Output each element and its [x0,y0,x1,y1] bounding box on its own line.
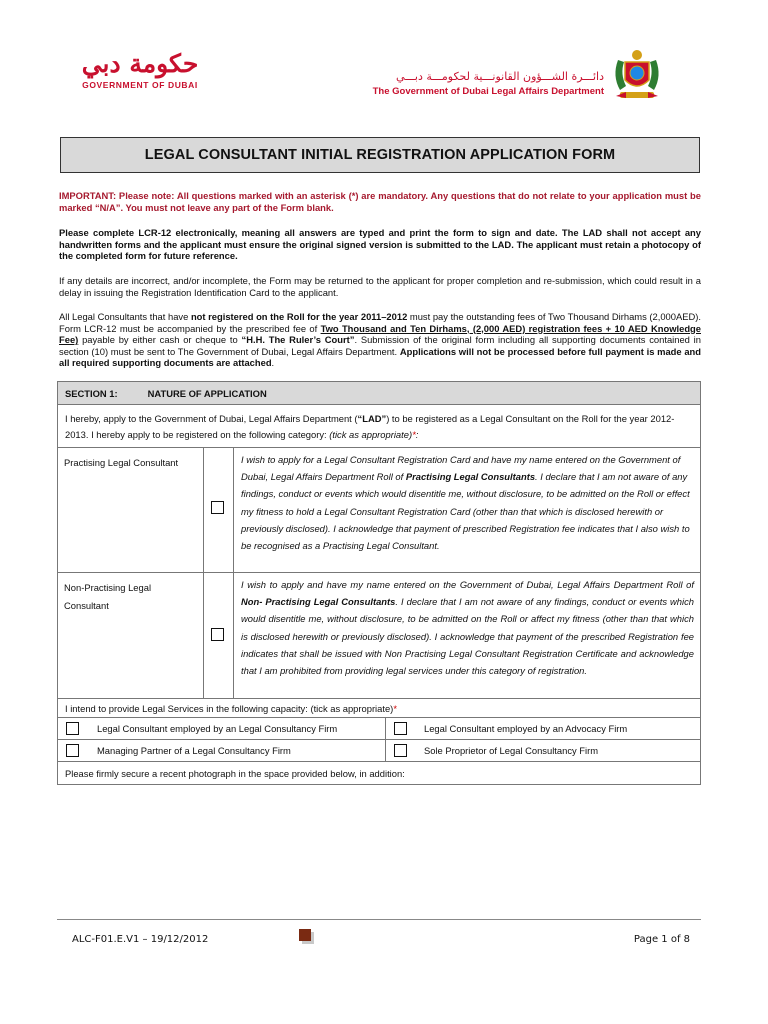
fees-paragraph [59,311,701,369]
capacity-option-label: Managing Partner of a Legal Consultancy Firm [97,745,291,756]
capacity-option[interactable] [58,740,386,761]
intro-text: ) to be registered as a Legal Consultant on the Roll for the year 2012-2013. I hereby apply to be registered on the following category: [65,413,675,440]
description-text: . I declare that I am not aware of any findings, conduct or events which would disentitle me, without disclosure, to be admitted on the Roll or effect my fitness to hold a Legal Consultant Registration Card (other than that which is disclosed herewith or previously disclosed). I acknowledge that payment of prescribed Registration fee indicates that I also wish to be recognised as a Practising Legal Consultant. [241,471,690,552]
tick-instruction: (tick as appropriate) [329,429,413,440]
document-code: ALC-F01.E.V1 – 19/12/2012 [72,934,209,945]
fees-text: All Legal Consultants that have [59,311,191,322]
fees-bold-text: not registered on the Roll for the year 2011–2012 [190,311,408,322]
section-name: NATURE OF APPLICATION [147,387,267,399]
capacity-option-label: Sole Proprietor of Legal Consultancy Firm [424,745,599,756]
mandatory-asterisk: * [412,429,416,440]
description-bold: Practising Legal Consultants [405,471,536,483]
category-checkbox-cell [204,573,234,698]
fees-text: . Submission of the original form including all supporting documents contained in section (10) must be sent to The Government of Dubai, Legal Affairs Department. [59,334,701,357]
category-row-non-practising [58,573,700,699]
non-practising-checkbox[interactable] [211,628,224,641]
section-1-intro [58,405,700,448]
department-name-english: The Government of Dubai Legal Affairs Department [372,86,604,97]
department-name-arabic: دائـــرة الشـــؤون القانونـــية لحكومـــة دبـــي [396,70,604,83]
intro-text: I hereby, apply to the Government of Dubai, Legal Affairs Department ( [65,413,358,424]
capacity-option-label: Legal Consultant employed by an Advocacy Firm [424,723,628,734]
capacity-prompt [58,699,700,718]
description-text: I wish to apply and have my name entered on the Government of Dubai, Legal Affairs Department Roll of [241,579,694,590]
capacity-checkbox[interactable] [66,722,79,735]
description-bold: Non- Practising Legal Consultants [241,596,396,608]
department-name [373,70,604,97]
section-1-header [58,382,700,405]
capacity-checkbox[interactable] [394,722,407,735]
capacity-options-row [58,718,700,740]
capacity-checkbox[interactable] [394,744,407,757]
capacity-option[interactable] [58,718,386,739]
fees-text: payable by either cash or cheque to [78,334,242,346]
intro-lad: “LAD” [357,413,387,424]
logo-arabic-text: حكومة دبي [81,49,199,78]
category-label: Practising Legal Consultant [58,448,204,572]
category-checkbox-cell [204,448,234,572]
description-text: . I declare that I am not aware of any findings, conduct or events which would disentitle me, without disclosure, to be admitted on the Roll or affect my fitness (other than that which is disclosed herewith or previously disclosed). I acknowledge that payment of the prescribed Registration fee indicates that shall be issued with Non Practising Legal Consultant Registration Certificate and acknowledge that I am prohibited from providing legal services under this category of registration. [241,596,694,677]
payee-text: “H.H. The Ruler’s Court” [241,334,355,346]
form-title: LEGAL CONSULTANT INITIAL REGISTRATION APPLICATION FORM [60,137,700,173]
description-text: I wish to apply for a Legal Consultant Registration Card and have my name entered on the Government of Dubai, Legal Affairs Department Roll of [241,454,681,483]
capacity-text: I intend to provide Legal Services in the following capacity: (tick as appropriate) [65,702,394,714]
category-description [234,573,700,698]
photo-instruction: Please firmly secure a recent photograph in the space provided below, in addition: [65,767,405,779]
capacity-checkbox[interactable] [66,744,79,757]
fees-text: . [271,357,275,369]
practising-checkbox[interactable] [211,501,224,514]
capacity-option[interactable] [386,740,700,761]
return-note: If any details are incorrect, and/or incomplete, the Form may be returned to the applicant for proper completion and re-submission, which could result in a delay in issuing the Registration Identification Card to the applicant. [59,275,701,298]
logo-english-text: GOVERNMENT OF DUBAI [82,80,198,90]
intro-text: : [415,429,419,440]
dubai-emblem-icon [610,46,664,104]
important-note: IMPORTANT: Please note: All questions marked with an asterisk (*) are mandatory. Any questions that do not relate to your application must be marked “N/A”. You must not leave any part of the Form blank. [59,190,701,213]
category-label: Non-Practising Legal Consultant [58,573,204,698]
capacity-option[interactable] [386,718,700,739]
section-number: SECTION 1: [65,387,118,399]
page-marker-icon [299,929,315,945]
capacity-option-label: Legal Consultant employed by an Legal Consultancy Firm [97,723,338,734]
government-of-dubai-logo [70,50,210,90]
capacity-options-row [58,740,700,762]
category-row-practising [58,448,700,573]
page-number: Page 1 of 8 [633,934,690,945]
section-1-table [57,381,701,785]
fees-amount-text: Two Thousand and Ten Dirhams, (2,000 AED) registration fees + 10 AED Knowledge Fee) [59,322,701,346]
fees-text: must pay the outstanding fees of Two Thousand Dirhams (2,000AED). Form LCR-12 must be accompanied by the prescribed fee of [59,311,701,334]
processing-warning: Applications will not be processed before full payment is made and all required supporting documents are attached [59,345,701,369]
electronic-completion-instructions: Please complete LCR-12 electronically, meaning all answers are typed and print the form to sign and date. The LAD shall not accept any handwritten forms and the applicant must ensure the original signed version is submitted to the LAD. The applicant must retain a photocopy of the completed form for future reference. [59,227,701,262]
footer-divider [57,919,701,920]
category-description [234,448,700,572]
mandatory-asterisk: * [393,702,397,714]
